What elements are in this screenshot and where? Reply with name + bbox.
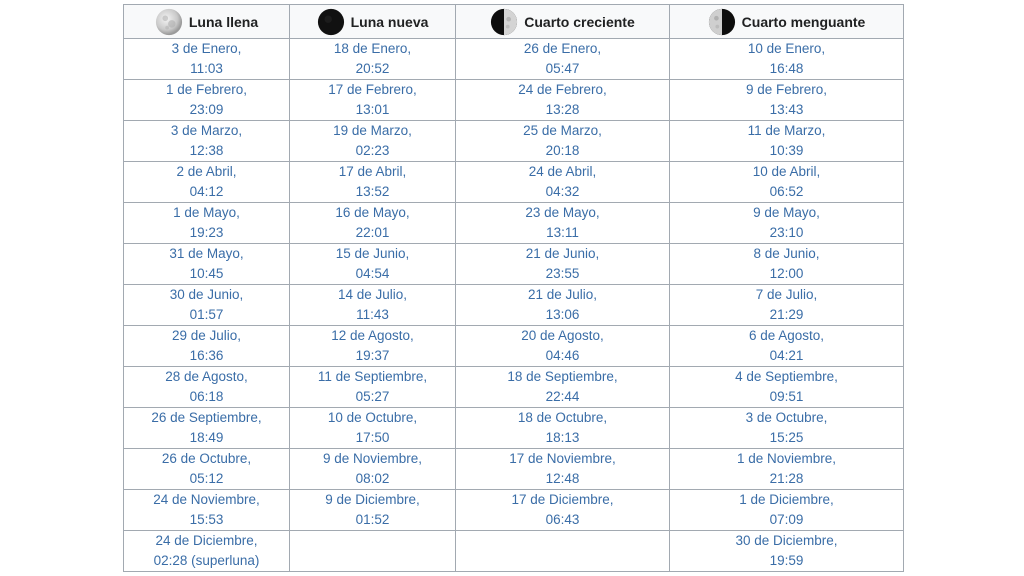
cell-full-moon bbox=[124, 408, 290, 449]
phase-time: 19:23 bbox=[189, 225, 224, 240]
cell-full-moon bbox=[124, 80, 290, 121]
phase-date: 1 de Noviembre, bbox=[736, 451, 837, 466]
phase-time: 16:36 bbox=[189, 348, 224, 363]
cell-last-quarter bbox=[670, 80, 904, 121]
phase-date: 30 de Diciembre, bbox=[735, 533, 838, 548]
phase-time: 13:28 bbox=[545, 102, 580, 117]
phase-time: 04:46 bbox=[545, 348, 580, 363]
cell-first-quarter bbox=[456, 490, 670, 531]
header-label: Luna llena bbox=[188, 13, 259, 30]
phase-time: 01:52 bbox=[355, 512, 390, 527]
phase-time: 19:37 bbox=[355, 348, 390, 363]
cell-new-moon bbox=[290, 244, 456, 285]
cell-full-moon bbox=[124, 244, 290, 285]
phase-date: 10 de Abril, bbox=[752, 164, 821, 179]
phase-date: 18 de Octubre, bbox=[517, 410, 608, 425]
phase-time: 06:52 bbox=[769, 184, 804, 199]
cell-new-moon bbox=[290, 490, 456, 531]
phase-time: 20:18 bbox=[545, 143, 580, 158]
table-row bbox=[124, 39, 904, 80]
table-row bbox=[124, 490, 904, 531]
table-row bbox=[124, 162, 904, 203]
cell-full-moon bbox=[124, 326, 290, 367]
phase-date: 17 de Febrero, bbox=[328, 82, 417, 97]
new-moon-icon bbox=[317, 8, 345, 36]
phase-date: 24 de Diciembre, bbox=[155, 533, 258, 548]
header-label: Luna nueva bbox=[350, 13, 429, 30]
phase-time: 11:43 bbox=[356, 307, 389, 322]
cell-first-quarter bbox=[456, 285, 670, 326]
phase-date: 24 de Noviembre, bbox=[153, 492, 260, 507]
phase-date: 4 de Septiembre, bbox=[735, 369, 838, 384]
cell-first-quarter bbox=[456, 121, 670, 162]
phase-time: 06:18 bbox=[189, 389, 224, 404]
cell-new-moon bbox=[290, 449, 456, 490]
table-row bbox=[124, 531, 904, 572]
phase-date: 28 de Agosto, bbox=[165, 369, 248, 384]
phase-date: 26 de Septiembre, bbox=[151, 410, 262, 425]
cell-full-moon bbox=[124, 162, 290, 203]
header-full-moon bbox=[124, 5, 290, 39]
table-row bbox=[124, 367, 904, 408]
cell-full-moon bbox=[124, 121, 290, 162]
full-moon-icon bbox=[155, 8, 183, 36]
phase-time: 21:29 bbox=[769, 307, 804, 322]
phase-time: 07:09 bbox=[769, 512, 804, 527]
cell-new-moon bbox=[290, 39, 456, 80]
phase-date: 9 de Febrero, bbox=[745, 82, 828, 97]
phase-date: 24 de Febrero, bbox=[518, 82, 607, 97]
phase-time: 04:21 bbox=[769, 348, 804, 363]
phase-time: 13:11 bbox=[546, 225, 579, 240]
last-quarter-moon-icon bbox=[708, 8, 736, 36]
phase-date: 3 de Enero, bbox=[171, 41, 242, 56]
phase-time: 12:00 bbox=[769, 266, 804, 281]
phase-time: 23:55 bbox=[545, 266, 580, 281]
phase-date: 29 de Julio, bbox=[171, 328, 242, 343]
first-quarter-moon-icon bbox=[490, 8, 518, 36]
phase-time: 13:43 bbox=[769, 102, 804, 117]
phase-date: 26 de Octubre, bbox=[161, 451, 252, 466]
phase-date: 18 de Enero, bbox=[333, 41, 412, 56]
cell-new-moon bbox=[290, 121, 456, 162]
cell-first-quarter bbox=[456, 531, 670, 572]
phase-time: 21:28 bbox=[769, 471, 804, 486]
table-row bbox=[124, 203, 904, 244]
phase-date: 31 de Mayo, bbox=[169, 246, 244, 261]
header-new-moon bbox=[290, 5, 456, 39]
phase-time: 10:45 bbox=[189, 266, 224, 281]
cell-first-quarter bbox=[456, 449, 670, 490]
table-row bbox=[124, 449, 904, 490]
cell-full-moon bbox=[124, 285, 290, 326]
phase-date: 1 de Diciembre, bbox=[739, 492, 834, 507]
phase-time: 11:03 bbox=[190, 61, 223, 76]
phase-date: 11 de Marzo, bbox=[747, 123, 826, 138]
phase-date: 9 de Mayo, bbox=[753, 205, 820, 220]
cell-last-quarter bbox=[670, 408, 904, 449]
cell-full-moon bbox=[124, 490, 290, 531]
phase-time: 15:53 bbox=[189, 512, 224, 527]
cell-last-quarter bbox=[670, 244, 904, 285]
moon-phases-body bbox=[124, 39, 904, 572]
phase-date: 11 de Septiembre, bbox=[317, 369, 428, 384]
phase-date: 14 de Julio, bbox=[337, 287, 408, 302]
cell-full-moon bbox=[124, 367, 290, 408]
cell-full-moon bbox=[124, 449, 290, 490]
cell-last-quarter bbox=[670, 326, 904, 367]
phase-time: 04:54 bbox=[355, 266, 390, 281]
phase-date: 21 de Julio, bbox=[527, 287, 598, 302]
cell-last-quarter bbox=[670, 121, 904, 162]
phase-date: 17 de Noviembre, bbox=[509, 451, 616, 466]
cell-first-quarter bbox=[456, 326, 670, 367]
cell-last-quarter bbox=[670, 162, 904, 203]
header-label: Cuarto creciente bbox=[524, 13, 635, 30]
phase-date: 17 de Abril, bbox=[338, 164, 407, 179]
phase-time: 08:02 bbox=[355, 471, 390, 486]
cell-first-quarter bbox=[456, 408, 670, 449]
cell-first-quarter bbox=[456, 367, 670, 408]
phase-date: 25 de Marzo, bbox=[523, 123, 602, 138]
phase-time: 10:39 bbox=[769, 143, 804, 158]
phase-time: 09:51 bbox=[769, 389, 804, 404]
phase-date: 18 de Septiembre, bbox=[507, 369, 618, 384]
table-row bbox=[124, 121, 904, 162]
phase-date: 24 de Abril, bbox=[528, 164, 597, 179]
header-last-quarter bbox=[670, 5, 904, 39]
phase-date: 15 de Junio, bbox=[335, 246, 410, 261]
phase-time: 04:12 bbox=[189, 184, 224, 199]
cell-new-moon bbox=[290, 285, 456, 326]
cell-new-moon bbox=[290, 326, 456, 367]
phase-date: 1 de Febrero, bbox=[165, 82, 248, 97]
phase-time: 19:59 bbox=[769, 553, 804, 568]
table-row bbox=[124, 326, 904, 367]
phase-date: 8 de Junio, bbox=[753, 246, 820, 261]
phase-date: 10 de Enero, bbox=[747, 41, 826, 56]
phase-date: 23 de Mayo, bbox=[525, 205, 600, 220]
cell-first-quarter bbox=[456, 162, 670, 203]
phase-date: 6 de Agosto, bbox=[748, 328, 825, 343]
header-label: Cuarto menguante bbox=[741, 13, 866, 30]
phase-date: 3 de Octubre, bbox=[745, 410, 828, 425]
header-first-quarter bbox=[456, 5, 670, 39]
cell-last-quarter bbox=[670, 531, 904, 572]
cell-first-quarter bbox=[456, 80, 670, 121]
phase-time: 12:38 bbox=[189, 143, 224, 158]
cell-new-moon bbox=[290, 408, 456, 449]
phase-date: 3 de Marzo, bbox=[170, 123, 243, 138]
table-row bbox=[124, 80, 904, 121]
phase-time: 22:44 bbox=[545, 389, 580, 404]
cell-new-moon bbox=[290, 162, 456, 203]
phase-date: 2 de Abril, bbox=[176, 164, 237, 179]
phase-date: 16 de Mayo, bbox=[335, 205, 410, 220]
cell-first-quarter bbox=[456, 39, 670, 80]
phase-time: 15:25 bbox=[769, 430, 804, 445]
cell-last-quarter bbox=[670, 39, 904, 80]
cell-last-quarter bbox=[670, 449, 904, 490]
cell-new-moon bbox=[290, 203, 456, 244]
phase-date: 19 de Marzo, bbox=[333, 123, 412, 138]
phase-time: 17:50 bbox=[355, 430, 390, 445]
phase-time: 02:28 (superluna) bbox=[153, 553, 260, 568]
phase-time: 16:48 bbox=[769, 61, 804, 76]
phase-date: 20 de Agosto, bbox=[521, 328, 604, 343]
cell-new-moon bbox=[290, 80, 456, 121]
phase-date: 30 de Junio, bbox=[169, 287, 244, 302]
phase-date: 17 de Diciembre, bbox=[511, 492, 614, 507]
phase-date: 7 de Julio, bbox=[755, 287, 818, 302]
cell-last-quarter bbox=[670, 367, 904, 408]
table-row bbox=[124, 285, 904, 326]
header-row bbox=[124, 5, 904, 39]
cell-first-quarter bbox=[456, 203, 670, 244]
phase-time: 05:12 bbox=[189, 471, 224, 486]
cell-full-moon bbox=[124, 39, 290, 80]
phase-time: 18:49 bbox=[189, 430, 224, 445]
cell-new-moon bbox=[290, 367, 456, 408]
phase-date: 21 de Junio, bbox=[525, 246, 600, 261]
phase-date: 1 de Mayo, bbox=[173, 205, 240, 220]
cell-last-quarter bbox=[670, 490, 904, 531]
phase-date: 26 de Enero, bbox=[523, 41, 602, 56]
phase-time: 13:06 bbox=[545, 307, 580, 322]
phase-date: 12 de Agosto, bbox=[331, 328, 414, 343]
cell-full-moon bbox=[124, 203, 290, 244]
phase-time: 23:10 bbox=[769, 225, 804, 240]
phase-date: 9 de Noviembre, bbox=[322, 451, 423, 466]
phase-date: 9 de Diciembre, bbox=[325, 492, 420, 507]
moon-phases-table bbox=[123, 4, 904, 572]
table-row bbox=[124, 244, 904, 285]
phase-time: 02:23 bbox=[355, 143, 390, 158]
cell-full-moon bbox=[124, 531, 290, 572]
phase-time: 05:27 bbox=[355, 389, 390, 404]
phase-time: 01:57 bbox=[189, 307, 224, 322]
cell-last-quarter bbox=[670, 285, 904, 326]
phase-time: 05:47 bbox=[545, 61, 580, 76]
cell-new-moon bbox=[290, 531, 456, 572]
cell-last-quarter bbox=[670, 203, 904, 244]
phase-time: 13:01 bbox=[355, 102, 390, 117]
table-row bbox=[124, 408, 904, 449]
phase-date: 10 de Octubre, bbox=[327, 410, 418, 425]
phase-time: 13:52 bbox=[355, 184, 390, 199]
phase-time: 18:13 bbox=[545, 430, 580, 445]
phase-time: 12:48 bbox=[545, 471, 580, 486]
phase-time: 04:32 bbox=[545, 184, 580, 199]
phase-time: 20:52 bbox=[355, 61, 390, 76]
cell-first-quarter bbox=[456, 244, 670, 285]
phase-time: 23:09 bbox=[189, 102, 224, 117]
phase-time: 06:43 bbox=[545, 512, 580, 527]
phase-time: 22:01 bbox=[355, 225, 390, 240]
